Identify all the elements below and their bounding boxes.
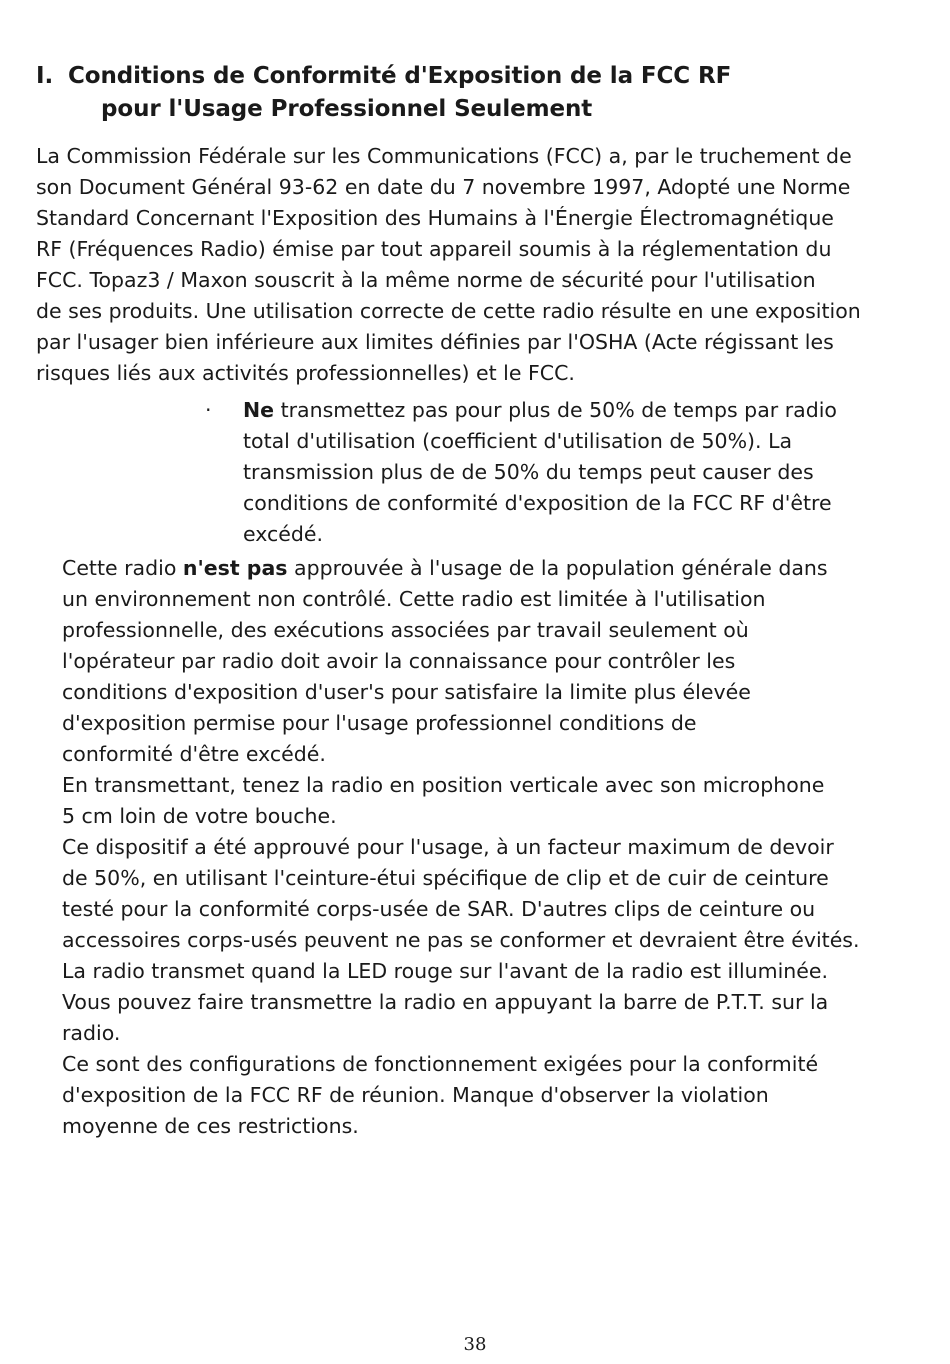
transmit-paragraph: En transmettant, tenez la radio en position verticale avec son microphone 5 cm loin de votre bouche. — [62, 773, 825, 828]
page-number: 38 — [463, 1334, 487, 1355]
body-blocks — [62, 553, 922, 1142]
led-paragraph: La radio transmet quand la LED rouge sur l'avant de la radio est illuminée. — [62, 959, 829, 983]
heading-line-2: pour l'Usage Professionnel Seulement — [101, 96, 593, 122]
radio-rest: approuvée à l'usage de la population générale dans un environnement non contrôlé. Cette radio est limitée à l'utilisation professionnelle, des exécutions associées par travail seulement où l'opérateur par radio doit avoir la connaissance pour contrôler les conditions d'exposition d'user's pour satisfaire la limite plus élevée d'exposition permise pour l'usage professionnel conditions de conformité d'être excédé. — [62, 556, 828, 766]
ptt-paragraph: Vous pouvez faire transmettre la radio en appuyant la barre de P.T.T. sur la radio. — [62, 990, 829, 1045]
section-number: I. — [36, 63, 54, 89]
bullet-item — [205, 395, 885, 550]
bullet-marker: · — [205, 398, 212, 422]
bullet-lead-bold: Ne — [243, 398, 275, 422]
bullet-body: transmettez pas pour plus de 50% de temps par radio total d'utilisation (coefficient d'utilisation de 50%). La transmission plus de de 50% du temps peut causer des conditions de conformité d'exposition de la FCC RF d'être excédé. — [243, 398, 837, 546]
device-paragraph: Ce dispositif a été approuvé pour l'usage, à un facteur maximum de devoir de 50%, en utilisant l'ceinture-étui spécifique de clip et de cuir de ceinture testé pour la conformité corps-usée de SAR. D'autres clips de ceinture ou accessoires corps-usés peuvent ne pas se conformer et devraient être évités. — [62, 835, 860, 952]
radio-prefix: Cette radio — [62, 556, 183, 580]
bullet-text — [243, 395, 885, 550]
radio-paragraph — [62, 553, 922, 770]
section-heading — [36, 60, 731, 126]
intro-paragraph: La Commission Fédérale sur les Communications (FCC) a, par le truchement de son Document Général 93-62 en date du 7 novembre 1997, Adopté une Norme Standard Concernant l'Exposition des Humains à l'Énergie Électromagnétique RF (Fréquences Radio) émise par tout appareil soumis à la réglementation du FCC. Topaz3 / Maxon souscrit à la même norme de sécurité pour l'utilisation de ses produits. Une utilisation correcte de cette radio résulte en une exposition par l'usager bien inférieure aux limites définies par l'OSHA (Acte régissant les risques liés aux activités professionnelles) et le FCC. — [36, 144, 861, 385]
heading-line-1: Conditions de Conformité d'Exposition de la FCC RF — [68, 63, 732, 89]
radio-bold: n'est pas — [182, 556, 288, 580]
config-paragraph: Ce sont des configurations de fonctionnement exigées pour la conformité d'exposition de la FCC RF de réunion. Manque d'observer la violation moyenne de ces restrictions. — [62, 1052, 819, 1138]
